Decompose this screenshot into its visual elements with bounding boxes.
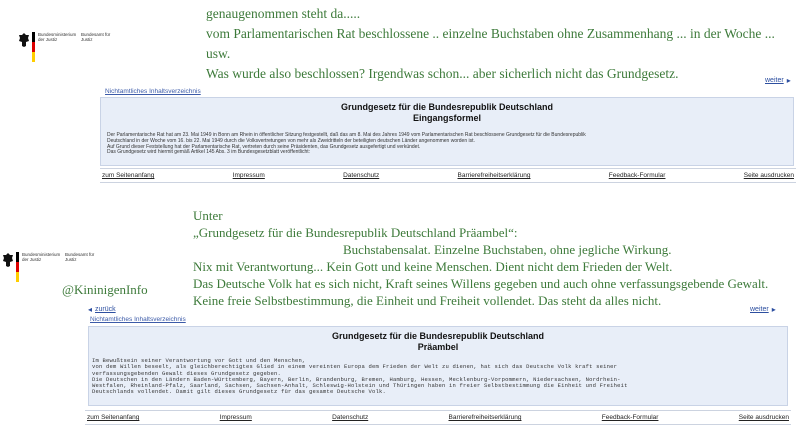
footer-link-top[interactable]: zum Seitenanfang <box>102 172 155 179</box>
prev-link-label[interactable]: zurück <box>95 306 116 313</box>
handle: @KininigenInfo <box>62 282 148 297</box>
federal-eagle-icon <box>18 32 30 48</box>
german-flag-stripe <box>32 32 35 62</box>
footer-link-feedback[interactable]: Feedback-Formular <box>601 414 659 421</box>
body-line: verfassungsgebenden Gewalt dieses Grundgesetz gegeben. <box>92 369 282 377</box>
footer-link-barrierefreiheit[interactable]: Barrierefreiheitserklärung <box>457 172 531 179</box>
law-body <box>92 358 787 396</box>
bottom-law-panel <box>88 326 788 406</box>
comment-line: vom Parlamentarischen Rat beschlossene .. einzelne Buchstaben ohne Zusammenhang ... in der Woche ... usw. <box>206 26 775 61</box>
comment-line: Das Deutsche Volk hat es sich nicht, Kraft seines Willens gegeben und auch ohne verfassungsgebende Gewalt. <box>193 276 769 291</box>
office-name: Bundesamt für Justiz <box>81 32 111 42</box>
body-line: Westfalen, Rheinland-Pfalz, Saarland, Sachsen, Sachsen-Anhalt, Schleswig-Holstein und Thüringen haben in freier Selbstbestimmung die Einheit und Freiheit <box>92 382 628 390</box>
bottom-footer-nav <box>85 410 791 425</box>
footer-link-top[interactable]: zum Seitenanfang <box>87 414 140 421</box>
ministry-name: Bundesministerium der Justiz <box>38 32 77 42</box>
comment-line: „Grundgesetz für die Bundesrepublik Deutschland Präambel“: <box>193 225 518 240</box>
comment-line: Unter <box>193 208 223 223</box>
body-line: Der Parlamentarische Rat hat am 23. Mai 1949 in Bonn am Rhein in öffentlicher Sitzung festgestellt, daß das am 8. Mai des Jahres 1949 vom Parlamentarischen Rat beschlossene Grundgesetz für die Bundesrepublik <box>107 132 586 138</box>
top-comment <box>206 4 796 84</box>
bottom-prev-link[interactable] <box>88 305 116 314</box>
comment-line: Nix mit Verantwortung... Kein Gott und keine Menschen. Dient nicht dem Frieden der Welt. <box>193 259 673 274</box>
top-next-link[interactable] <box>765 76 791 85</box>
footer-link-impressum[interactable]: Impressum <box>219 414 252 421</box>
comment-line: Buchstabensalat. Einzelne Buchstaben, ohne jegliche Wirkung. <box>343 242 672 257</box>
body-line: Im Bewußtsein seiner Verantwortung vor Gott und den Menschen, <box>92 357 306 364</box>
toc-link[interactable]: Nichtamtliches Inhaltsverzeichnis <box>90 316 186 323</box>
footer-link-impressum[interactable]: Impressum <box>232 172 265 179</box>
toc-link[interactable]: Nichtamtliches Inhaltsverzeichnis <box>105 88 201 95</box>
body-line: Deutschlands vollendet. Damit gilt dieses Grundgesetz für das gesamte Deutsche Volk. <box>92 388 387 396</box>
body-line: Das Grundgesetz wird hiermit gemäß Artikel 145 Abs. 3 im Bundesgesetzblatt veröffentlicht: <box>107 149 311 156</box>
comment-line: Keine freie Selbstbestimmung, die Einheit und Freiheit vollendet. Das steht da alles nicht. <box>193 293 662 308</box>
ministry-name: Bundesministerium der Justiz <box>22 252 61 262</box>
next-arrow-icon[interactable]: ▸ <box>786 76 791 85</box>
comment-line: Was wurde also beschlossen? Irgendwas schon... aber sicherlich nicht das Grundgesetz. <box>206 66 679 81</box>
law-title: Grundgesetz für die Bundesrepublik Deutschland <box>331 331 545 341</box>
prev-arrow-icon[interactable]: ◂ <box>88 305 93 314</box>
top-footer-nav <box>100 168 796 183</box>
law-subtitle: Präambel <box>417 342 459 352</box>
federal-eagle-icon <box>2 252 14 268</box>
law-subtitle: Eingangsformel <box>412 113 481 123</box>
next-link-label[interactable]: weiter <box>750 306 769 313</box>
body-line: Deutschland in der Woche vom 16. bis 22. Mai 1949 durch die Volksvertretungen von mehr als Zweidritteln der beteiligten deutschen Länder angenommen worden ist. <box>107 137 475 144</box>
next-arrow-icon[interactable]: ▸ <box>771 305 776 314</box>
body-line: Die Deutschen in den Ländern Baden-Württemberg, Bayern, Berlin, Brandenburg, Bremen, Hamburg, Hessen, Mecklenburg-Vorpommern, Niedersachsen, Nordrhein- <box>92 375 621 383</box>
law-body <box>107 133 793 156</box>
ministry-logo <box>2 252 95 282</box>
footer-link-print[interactable]: Seite ausdrucken <box>738 414 789 421</box>
bottom-next-link[interactable] <box>750 305 776 314</box>
bottom-comment <box>193 207 793 309</box>
top-law-panel <box>100 97 794 166</box>
footer-link-datenschutz[interactable]: Datenschutz <box>332 414 369 421</box>
footer-link-print[interactable]: Seite ausdrucken <box>743 172 794 179</box>
next-link-label[interactable]: weiter <box>765 77 784 84</box>
law-title: Grundgesetz für die Bundesrepublik Deutschland <box>340 102 554 112</box>
office-name: Bundesamt für Justiz <box>65 252 95 262</box>
body-line: Auf Grund dieser Feststellung hat der Parlamentarische Rat, vertreten durch seine Präsidenten, das Grundgesetz ausgefertigt und verkündet. <box>107 143 421 150</box>
german-flag-stripe <box>16 252 19 282</box>
footer-link-barrierefreiheit[interactable]: Barrierefreiheitserklärung <box>448 414 522 421</box>
comment-line: genaugenommen steht da..... <box>206 6 361 21</box>
ministry-logo <box>18 32 111 62</box>
footer-link-feedback[interactable]: Feedback-Formular <box>608 172 666 179</box>
footer-link-datenschutz[interactable]: Datenschutz <box>343 172 380 179</box>
body-line: von dem Willen beseelt, als gleichberechtigtes Glied in einem vereinten Europa dem Frieden der Welt zu dienen, hat sich das Deutsche Volk kraft seiner <box>92 363 618 371</box>
